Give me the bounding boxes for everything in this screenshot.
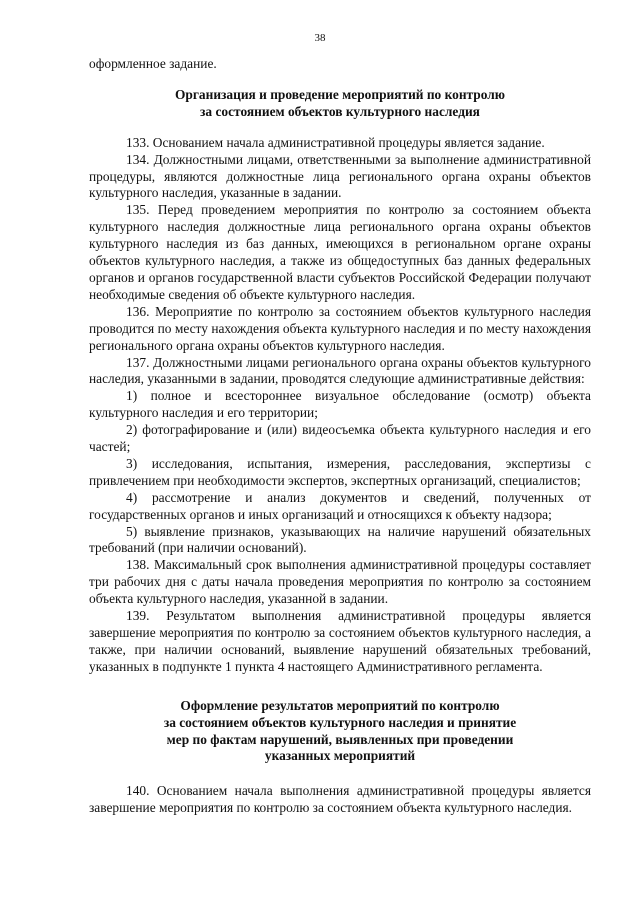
paragraph-140: 140. Основанием начала выполнения административной процедуры является завершение мероприятия по контролю за состоянием объекта культурного наследия. [89, 783, 591, 816]
page-content [89, 56, 591, 817]
list-item-2: 2) фотографирование и (или) видеосъемка объекта культурного наследия и его частей; [89, 422, 591, 455]
heading-line: мер по фактам нарушений, выявленных при проведении [166, 731, 514, 747]
paragraph-137: 137. Должностными лицами регионального органа охраны объектов культурного наследия, указанными в задании, проводятся следующие административные действия: [89, 354, 591, 387]
paragraph-135: 135. Перед проведением мероприятия по контролю за состоянием объекта культурного наследия должностные лица регионального органа охраны объектов культурного наследия из баз данных, имеющихся в региональном органе охраны объектов культурного наследия, а также из общедоступных баз данных федеральных органов и органов государственной власти субъектов Российской Федерации получают необходимые сведения об объекте культурного наследия. [89, 202, 591, 302]
paragraph-138: 138. Максимальный срок выполнения административной процедуры составляет три рабочих дня с даты начала проведения мероприятия по контролю за состоянием объекта культурного наследия, указанной в задании. [89, 557, 591, 607]
list-item-5: 5) выявление признаков, указывающих на наличие нарушений обязательных требований (при наличии оснований). [89, 523, 591, 556]
heading-line: указанных мероприятий [264, 748, 416, 764]
list-item-4: 4) рассмотрение и анализ документов и сведений, полученных от государственных органов и иных организаций и относящихся к объекту надзора; [89, 489, 591, 522]
continuation-line: оформленное задание. [89, 56, 217, 71]
heading-line: Оформление результатов мероприятий по контролю [180, 697, 500, 713]
heading-line: Организация и проведение мероприятий по контролю [174, 86, 506, 102]
list-item-1: 1) полное и всестороннее визуальное обследование (осмотр) объекта культурного наследия и его территории; [89, 388, 591, 421]
paragraph-133: 133. Основанием начала административной процедуры является задание. [126, 134, 545, 150]
page-number: 38 [314, 32, 326, 44]
section-heading-results [89, 698, 591, 766]
heading-line: за состоянием объектов культурного наследия и принятие [163, 714, 517, 730]
list-item-3: 3) исследования, испытания, измерения, расследования, экспертизы с привлечением при необходимости экспертов, экспертных организаций, специалистов; [89, 455, 591, 488]
paragraph-139: 139. Результатом выполнения административной процедуры является завершение мероприятия по контролю за состоянием объектов культурного наследия, а также, при наличии оснований, выявление нарушений обязательных требований, указанных в подпункте 1 пункта 4 настоящего Административного регламента. [89, 608, 591, 674]
heading-line: за состоянием объектов культурного наследия [200, 103, 480, 119]
paragraph-134: 134. Должностными лицами, ответственными за выполнение административной процедуры, являются должностные лица регионального органа охраны объектов культурного наследия, указанные в задании. [89, 151, 591, 201]
paragraph-136: 136. Мероприятие по контролю за состоянием объектов культурного наследия проводится по месту нахождения объекта культурного наследия и по месту нахождения регионального органа охраны объектов культурного наследия. [89, 303, 591, 353]
section-heading-monitoring [89, 87, 591, 121]
